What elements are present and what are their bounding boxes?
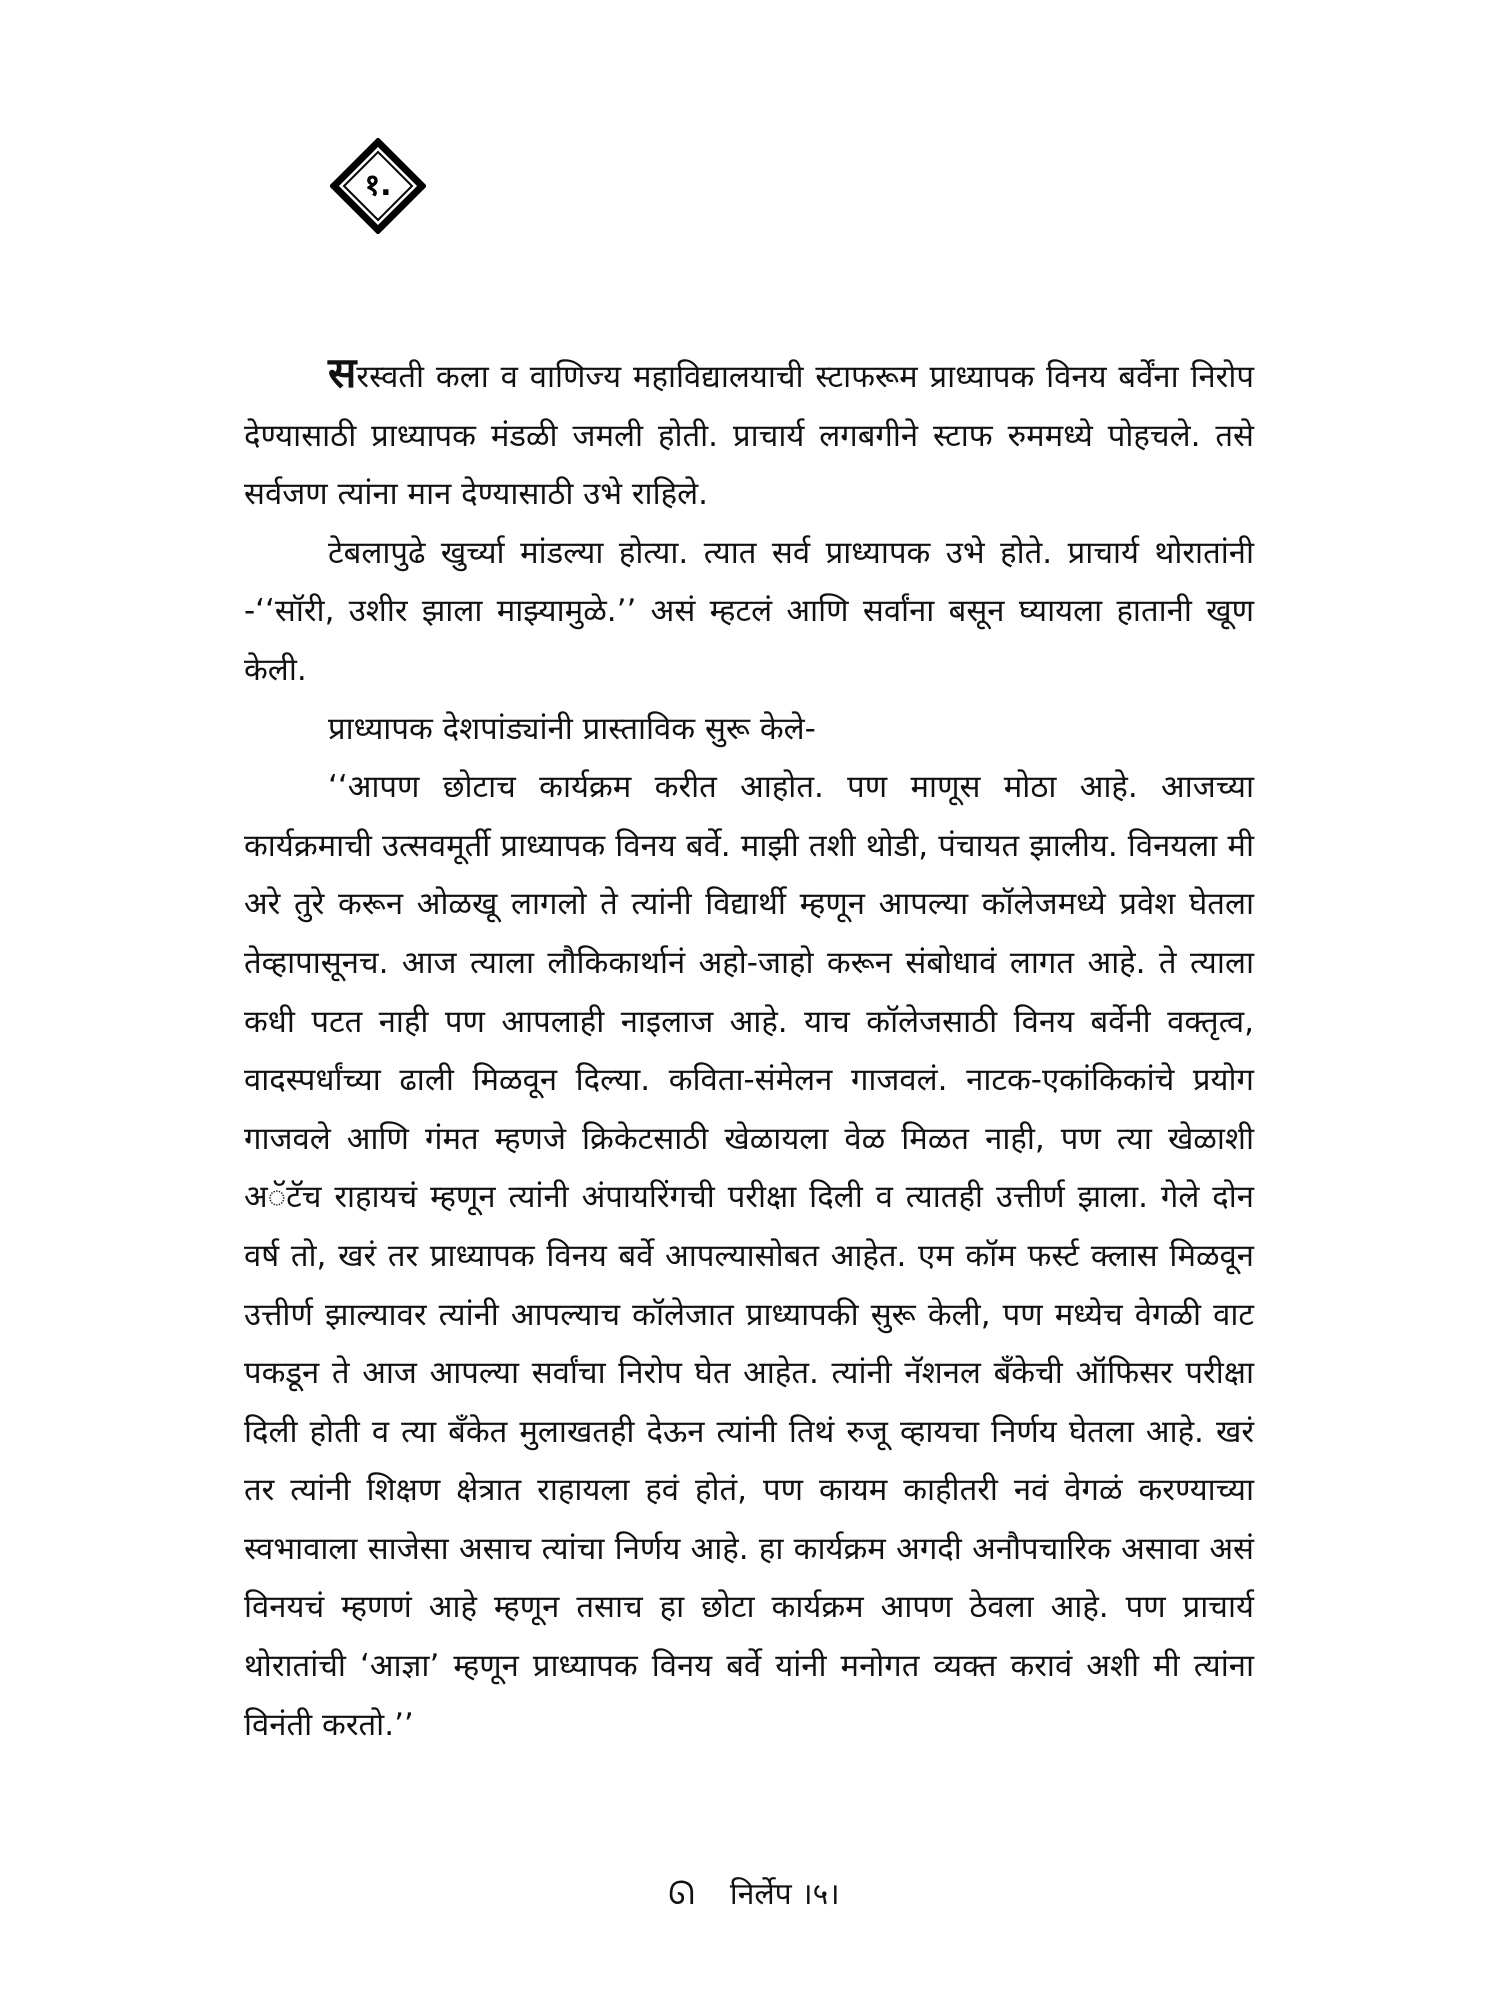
- chapter-number: १.: [364, 168, 392, 203]
- chapter-badge: [330, 138, 426, 234]
- paragraph-text: रस्वती कला व वाणिज्य महाविद्यालयाची स्टाफरूम प्राध्यापक विनय बर्वेंना निरोप देण्यासाठी प्राध्यापक मंडळी जमली होती. प्राचार्य लगबगीने स्टाफ रुममध्ये पोहचले. तसे सर्वजण त्यांना मान देण्यासाठी उभे राहिले.: [244, 359, 1254, 513]
- paragraph: [244, 344, 1254, 524]
- drop-initial: स: [328, 348, 357, 397]
- paragraph: प्राध्यापक देशपांड्यांनी प्रास्ताविक सुरू केले-: [328, 710, 816, 747]
- page-number: ।५।: [801, 1877, 840, 1912]
- page-footer: [0, 1872, 1500, 1913]
- paragraph: टेबलापुढे खुर्च्या मांडल्या होत्या. त्यात सर्व प्राध्यापक उभे होते. प्राचार्य थोरातांनी -‘‘सॉरी, उशीर झाला माझ्यामुळे.’’ असं म्हटलं आणि सर्वांना बसून घ्यायला हातानी खूण केली.: [244, 534, 1254, 688]
- ornament-icon: ᘏ: [668, 1874, 695, 1912]
- chapter-body: [244, 344, 1254, 1754]
- paragraph: ‘‘आपण छोटाच कार्यक्रम करीत आहोत. पण माणूस मोठा आहे. आजच्या कार्यक्रमाची उत्सवमूर्ती प्राध्यापक विनय बर्वे. माझी तशी थोडी, पंचायत झालीय. विनयला मी अरे तुरे करून ओळखू लागलो ते त्यांनी विद्यार्थी म्हणून आपल्या कॉलेजमध्ये प्रवेश घेतला तेव्हापासूनच. आज त्याला लौकिकार्थानं अहो-जाहो करून संबोधावं लागत आहे. ते त्याला कधी पटत नाही पण आपलाही नाइलाज आहे. याच कॉलेजसाठी विनय बर्वेनी वक्तृत्व, वादस्पर्धांच्या ढाली मिळवून दिल्या. कविता-संमेलन गाजवलं. नाटक-एकांकिकांचे प्रयोग गाजवले आणि गंमत म्हणजे क्रिकेटसाठी खेळायला वेळ मिळत नाही, पण त्या खेळाशी अॅटॅच राहायचं म्हणून त्यांनी अंपायरिंगची परीक्षा दिली व त्यातही उत्तीर्ण झाला. गेले दोन वर्ष तो, खरं तर प्राध्यापक विनय बर्वे आपल्यासोबत आहेत. एम कॉम फर्स्ट क्लास मिळवून उत्तीर्ण झाल्यावर त्यांनी आपल्याच कॉलेजात प्राध्यापकी सुरू केली, पण मध्येच वेगळी वाट पकडून ते आज आपल्या सर्वांचा निरोप घेत आहेत. त्यांनी नॅशनल बँकेची ऑफिसर परीक्षा दिली होती व त्या बँकेत मुलाखतही देऊन त्यांनी तिथं रुजू व्हायचा निर्णय घेतला आहे. खरं तर त्यांनी शिक्षण क्षेत्रात राहायला हवं होतं, पण कायम काहीतरी नवं वेगळं करण्याच्या स्वभावाला साजेसा असाच त्यांचा निर्णय आहे. हा कार्यक्रम अगदी अनौपचारिक असावा असं विनयचं म्हणणं आहे म्हणून तसाच हा छोटा कार्यक्रम आपण ठेवला आहे. पण प्राचार्य थोरातांची ‘आज्ञा’ म्हणून प्राध्यापक विनय बर्वे यांनी मनोगत व्यक्त करावं अशी मी त्यांना विनंती करतो.’’: [244, 769, 1254, 1743]
- book-title: निर्लेप: [729, 1877, 792, 1912]
